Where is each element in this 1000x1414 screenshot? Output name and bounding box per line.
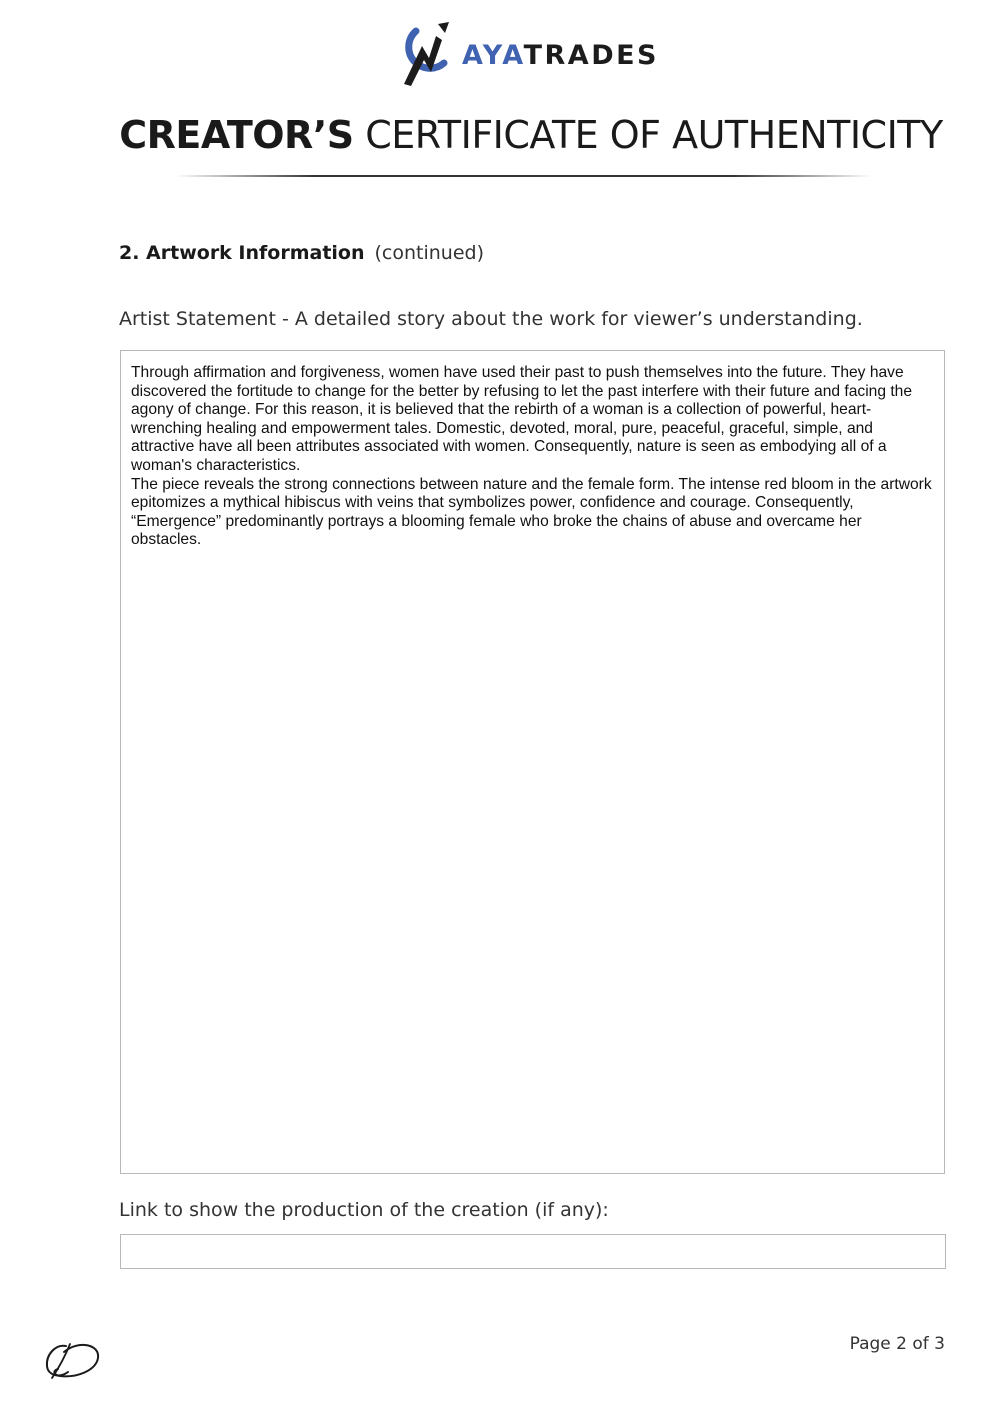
certificate-title <box>0 113 1000 157</box>
certificate-title-light: CERTIFICATE OF AUTHENTICITY <box>365 113 943 157</box>
ayatrades-logo-icon <box>398 22 452 88</box>
title-divider <box>175 175 872 177</box>
logo-wordmark <box>462 40 659 71</box>
brand-logo <box>398 22 659 88</box>
section-heading <box>119 242 484 264</box>
production-link-field[interactable] <box>120 1234 946 1269</box>
page-number: Page 2 of 3 <box>849 1334 945 1354</box>
certificate-title-strong: CREATOR’S <box>119 113 354 157</box>
artist-statement-paragraph-2: The piece reveals the strong connections between nature and the female form. The intense red bloom in the artwork epitomizes a mythical hibiscus with veins that symbolizes power, confidence and courage. Consequently, “Emergence” predominantly portrays a blooming female who broke the chains of abuse and overcame her obstacles. <box>131 475 932 549</box>
production-link-label: Link to show the production of the creation (if any): <box>119 1199 609 1221</box>
signature-icon <box>42 1338 104 1382</box>
section-heading-title: 2. Artwork Information <box>119 242 365 264</box>
logo-wordmark-accent: AYA <box>462 39 524 71</box>
artist-statement-paragraph-1: Through affirmation and forgiveness, women have used their past to push themselves into the future. They have discovered the fortitude to change for the better by refusing to let the past interfere with their future and facing the agony of change. For this reason, it is believed that the rebirth of a woman is a collection of powerful, heart-wrenching healing and empowerment tales. Domestic, devoted, moral, pure, peaceful, graceful, simple, and attractive have all been attributes associated with women. Consequently, nature is seen as embodying all of a woman's characteristics. <box>131 364 913 474</box>
artist-statement-label: Artist Statement - A detailed story about the work for viewer’s understanding. <box>119 308 863 330</box>
section-heading-note: (continued) <box>374 242 485 264</box>
artist-statement-field[interactable] <box>120 350 945 1174</box>
signature-initials <box>42 1338 104 1387</box>
logo-wordmark-rest: TRADES <box>523 39 659 71</box>
